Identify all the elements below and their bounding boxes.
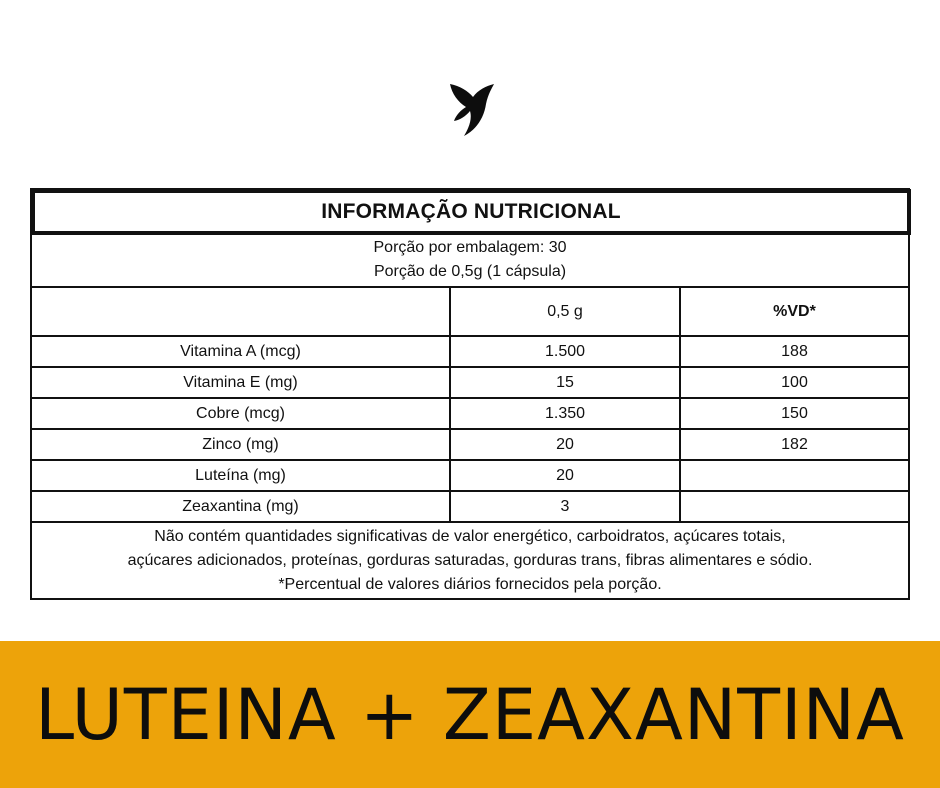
nutrient-vd: 188 [680,336,908,367]
product-name-banner [0,641,940,788]
table-row [32,336,908,367]
nutrition-facts-panel [30,188,910,600]
nutrient-name: Vitamina A (mcg) [32,336,450,367]
nutrient-amount: 20 [450,429,680,460]
product-name: LUTEINA + ZEAXANTINA [35,673,905,756]
nutrient-amount: 20 [450,460,680,491]
footnote-line: açúcares adicionados, proteínas, gorduras saturadas, gorduras trans, fibras alimentares e sódio. [127,552,813,569]
table-row [32,367,908,398]
nutrient-amount: 15 [450,367,680,398]
portion-size: Porção de 0,5g (1 cápsula) [373,263,567,280]
nutrient-vd: 100 [680,367,908,398]
header-nutrient [32,288,450,336]
table-row [32,460,908,491]
nutrient-name: Vitamina E (mg) [32,367,450,398]
nutrient-vd: 182 [680,429,908,460]
nutrient-amount: 1.350 [450,398,680,429]
footnote [32,524,908,598]
table-row [32,429,908,460]
header-amount: 0,5 g [450,288,680,336]
footnote-line: Não contém quantidades significativas de valor energético, carboidratos, açúcares totais, [154,528,786,545]
table-row [32,491,908,522]
nutrient-name: Zinco (mg) [32,429,450,460]
nutrient-vd [680,460,908,491]
nutrient-name: Luteína (mg) [32,460,450,491]
table-header-row [32,288,908,336]
nutrient-amount: 3 [450,491,680,522]
header-vd: %VD* [680,288,908,336]
nutrient-vd [680,491,908,522]
table-row [32,398,908,429]
nutrition-table [32,288,908,523]
footnote-line: *Percentual de valores diários fornecidos pela porção. [278,576,662,593]
nutrient-name: Zeaxantina (mg) [32,491,450,522]
leaf-bird-logo-icon [442,80,494,138]
nutrition-title: INFORMAÇÃO NUTRICIONAL [31,189,911,235]
nutrient-amount: 1.500 [450,336,680,367]
portion-info [32,234,908,288]
nutrient-vd: 150 [680,398,908,429]
portion-per-package: Porção por embalagem: 30 [373,239,567,256]
nutrient-name: Cobre (mcg) [32,398,450,429]
